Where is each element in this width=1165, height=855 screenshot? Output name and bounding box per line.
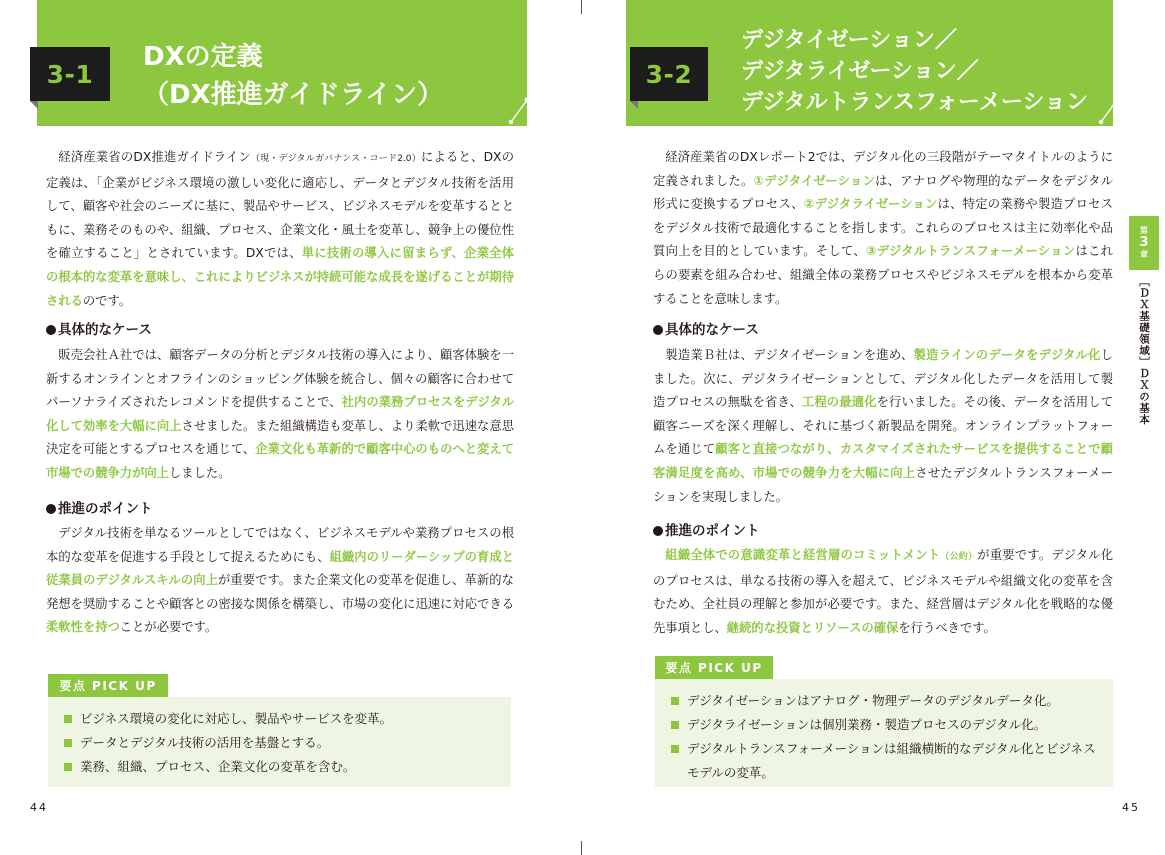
page-number-right: 45 (1122, 801, 1140, 814)
highlight-text: 工程の最適化 (801, 395, 877, 410)
bullet-dot-icon (653, 526, 663, 536)
highlight-text: ③デジタルトランスフォーメーション (865, 244, 1076, 259)
pickup-label: 要点 PICK UP (48, 674, 168, 697)
case-part: させました。また組織構造も変革し、より柔軟で迅速な意思決定を可能とするプロセスを通じて、 (46, 418, 514, 457)
chapter-title: ［ＤＸ基礎領域］ＤＸの基本 (1138, 276, 1150, 426)
point-text-right (653, 544, 1113, 640)
highlight-text: 企業文化も革新的で顧客中心のものへと変えて市場での競争力が向上 (46, 442, 514, 480)
point-heading (46, 497, 153, 517)
point-part: が重要です。デジタル化のプロセスは、単なる技術の導入を超えて、ビジネスモデルや組織文化の変革を含むため、全社員の理解と参加が必要です。また、経営層はデジタル化を戦略的な優先事項とし、 (653, 548, 1113, 635)
point-text (46, 522, 514, 640)
highlight-text: 組織全体での意識変革と経営層のコミットメント (665, 548, 941, 562)
point-part: を行うべきです。 (898, 620, 996, 635)
bullet-dot-icon (653, 325, 663, 335)
title-line: （DX推進ガイドライン） (143, 80, 444, 110)
intro-part: によると、DXの定義は、「企業がビジネス環境の激しい変化に適応し、データとデジタル技術を活用して、顧客や社会のニーズに基に、製品やサービス、ビジネスモデルを変革するとともに、業務そのものや、組織、プロセス、企業文化・風土を変革し、競争上の優位性を確立すること」とされています。DXでは、 (46, 150, 514, 261)
intro-part: 経済産業省のDXレポート2では、デジタル化の三段階がテーマタイトルのように定義されました。 (653, 150, 1113, 188)
case-text (46, 344, 514, 486)
pickup-item: 業務、組織、プロセス、企業文化の変革を含む。 (62, 755, 497, 779)
chapter-tab (1129, 216, 1159, 270)
page-number: 44 (30, 801, 48, 814)
pickup-item: デジタルトランスフォーメーションは組織横断的なデジタル化とビジネスモデルの変革。 (669, 737, 1099, 785)
highlight-text: ②デジタライゼーション (803, 197, 938, 212)
case-part: しました。次に、デジタライゼーションとして、デジタル化したデータを活用して製造プロセスの無駄を省き、 (653, 348, 1113, 410)
section-title (143, 38, 443, 114)
title-line: デジタルトランスフォーメーション (741, 90, 1088, 115)
title-line: デジタイゼーション／ (741, 28, 957, 53)
intro-part: は、アナログや物理的なデータをデジタル形式に変換するプロセス、 (653, 173, 1113, 212)
left-page (0, 0, 582, 855)
pickup-item: ビジネス環境の変化に対応し、製品やサービスを変革。 (62, 707, 497, 731)
highlight-text: 社内の業務プロセスをデジタル化して効率を大幅に向上 (46, 395, 514, 433)
intro-part: は、特定の業務や製造プロセスをデジタル技術で最適化することを指します。これらのプロセスは主に効率化や品質向上を目的としています。そして、 (653, 197, 1113, 259)
intro-text-right (653, 146, 1113, 311)
point-heading-label: 推進のポイント (58, 501, 153, 517)
pickup-item: デジタライゼーションは個別業務・製造プロセスのデジタル化。 (669, 713, 1099, 737)
header-shadow (630, 101, 638, 109)
case-part: させたデジタルトランスフォーメーションを実現しました。 (653, 465, 1113, 504)
pickup-box-right (655, 679, 1113, 787)
case-heading-label: 具体的なケース (58, 322, 152, 338)
section-number: 3-2 (630, 47, 708, 101)
section-title (741, 25, 1088, 118)
case-heading (46, 318, 152, 338)
pickup-box (48, 697, 511, 787)
highlight-text: 製造ラインのデータをデジタル化 (913, 348, 1101, 362)
highlight-text: ①デジタイゼーション (753, 173, 876, 188)
point-part: が重要です。また企業文化の変革を促進し、革新的な発想を奨励することや顧客との密接な関係を構築し、市場の変化に迅速に対応できる (46, 573, 514, 611)
highlight-text: 顧客と直接つながり、カスタマイズされたサービスを提供することで顧客満足度を高め、市場での競争力を大幅に向上 (653, 442, 1113, 480)
intro-part: のです。 (82, 293, 132, 308)
intro-part: 経済産業省のDX推進ガイドライン (58, 150, 251, 164)
highlight-text: 組織内のリーダーシップの育成と従業員のデジタルスキルの向上 (46, 549, 514, 588)
case-part: 販売会社Ａ社では、顧客データの分析とデジタル技術の導入により、顧客体験を一新するオンラインとオフラインのショッピング体験を統合し、個々の顧客に合わせてパーソナライズされたレコメンドを提供することで、 (46, 348, 514, 410)
node-decoration-icon (1095, 94, 1123, 128)
chapter-prefix: 第 (1140, 226, 1148, 235)
intro-note: （現・デジタルガバナンス・コード2.0） (250, 154, 421, 164)
title-line: デジタライゼーション／ (741, 59, 979, 84)
intro-text (46, 146, 514, 313)
point-part: ことが必要です。 (119, 620, 218, 635)
point-heading-right (653, 519, 760, 539)
case-part: しました。 (168, 465, 231, 480)
case-part: を行いました。その後、データを活用して顧客ニーズを深く理解し、それに基づく新製品を開発。オンラインプラットフォームを通じて (653, 395, 1113, 457)
highlight-text: 継続的な投資とリソースの確保 (726, 620, 899, 635)
node-decoration-icon (505, 94, 533, 128)
chapter-suffix: 章 (1140, 250, 1148, 259)
highlight-text: 柔軟性を持つ (46, 620, 120, 635)
highlight-note: （公約） (940, 552, 978, 562)
pickup-item: デジタイゼーションはアナログ・物理データのデジタルデータ化。 (669, 689, 1099, 713)
intro-part: はこれらの要素を組み合わせ、組織全体の業務プロセスやビジネスモデルを根本から変革することを意味します。 (653, 244, 1113, 306)
chapter-number: 3 (1139, 235, 1149, 250)
pickup-label-right: 要点 PICK UP (655, 656, 773, 679)
case-heading-label: 具体的なケース (665, 322, 759, 338)
case-heading-right (653, 318, 759, 338)
header-shadow (30, 101, 38, 109)
section-number: 3-1 (30, 47, 110, 101)
bullet-dot-icon (46, 325, 56, 335)
highlight-text: 単に技術の導入に留まらず、企業全体の根本的な変革を意味し、これによりビジネスが持続可能な成長を遂げることが期待される (46, 246, 514, 308)
pickup-item: データとデジタル技術の活用を基盤とする。 (62, 731, 497, 755)
case-part: 製造業Ｂ社は、デジタイゼーションを進め、 (665, 348, 914, 362)
case-text-right (653, 344, 1113, 509)
bullet-dot-icon (46, 504, 56, 514)
point-part: デジタル技術を単なるツールとしてではなく、ビジネスモデルや業務プロセスの根本的な変革を促進する手段として捉えるためにも、 (46, 526, 514, 564)
title-line: DXの定義 (143, 42, 263, 72)
point-heading-label: 推進のポイント (665, 523, 760, 539)
